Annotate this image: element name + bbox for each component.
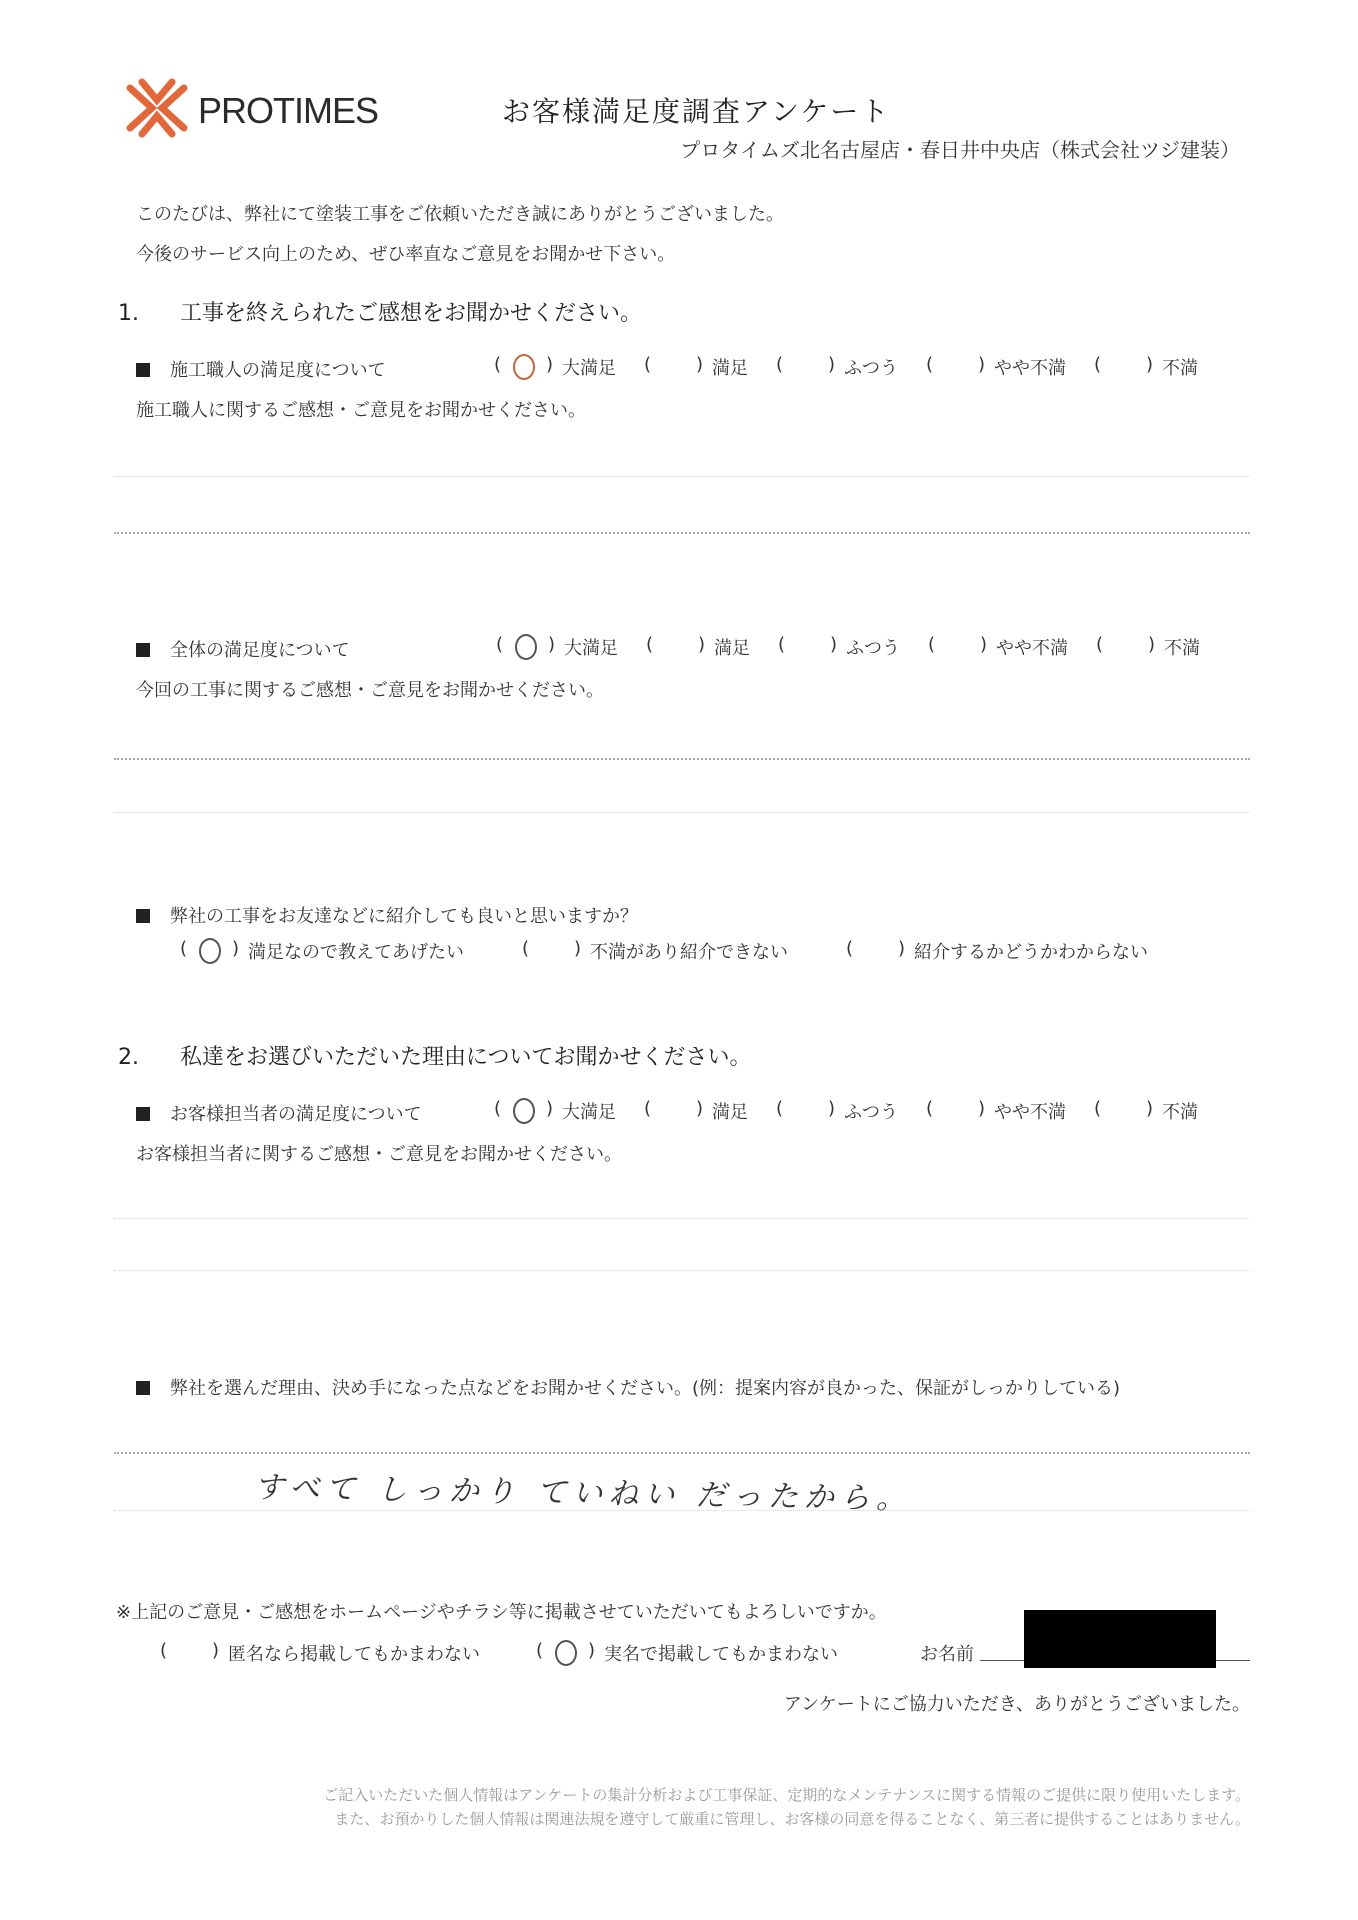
writing-line[interactable]	[114, 476, 1250, 477]
recommend-options	[180, 938, 1176, 964]
section-title: 私達をお選びいただいた理由についてお聞かせください。	[180, 1045, 752, 1070]
rating-option[interactable]: ( ) ふつう	[778, 634, 900, 659]
question-label: 施工職人の満足度について	[170, 360, 386, 381]
bullet-square-icon	[136, 1107, 150, 1121]
overall-rating-options	[496, 634, 1228, 660]
bullet-square-icon	[136, 363, 150, 377]
comment-prompt: 施工職人に関するご感想・ご意見をお聞かせください。	[136, 400, 586, 421]
recommend-option[interactable]: ( ) 紹介するかどうかわからない	[846, 938, 1148, 963]
thanks-message: アンケートにご協力いただき、ありがとうございました。	[783, 1694, 1250, 1715]
intro-line-1: このたびは、弊社にて塗装工事をご依頼いただき誠にありがとうございました。	[136, 204, 784, 225]
rating-option[interactable]: ( ) ふつう	[776, 354, 898, 379]
publish-question: ※上記のご意見・ご感想をホームページやチラシ等に掲載させていただいてもよろしいですか。	[116, 1602, 887, 1623]
writing-line[interactable]	[114, 1218, 1250, 1219]
rating-option[interactable]: ( ) やや不満	[926, 354, 1066, 379]
name-label: お名前	[920, 1644, 974, 1665]
rating-option[interactable]: ( ) 大満足	[494, 354, 616, 379]
circle-mark-icon	[513, 354, 535, 380]
writing-line[interactable]	[114, 1452, 1250, 1454]
question-staff-satisfaction	[136, 1100, 422, 1126]
comment-prompt: 今回の工事に関するご感想・ご意見をお聞かせください。	[136, 680, 604, 701]
question-label: 全体の満足度について	[170, 640, 350, 661]
question-recommend	[136, 902, 638, 928]
rating-option[interactable]: ( ) やや不満	[928, 634, 1068, 659]
rating-option[interactable]: ( ) 不満	[1096, 634, 1200, 659]
writing-line[interactable]	[114, 758, 1250, 760]
publish-options	[160, 1640, 866, 1666]
privacy-note-line-1: ご記入いただいた個人情報はアンケートの集計分析および工事保証、定期的なメンテナンスに関する情報のご提供に限り使用いたします。	[323, 1786, 1250, 1804]
staff-rating-options	[494, 1098, 1226, 1124]
rating-option[interactable]: ( ) 大満足	[494, 1098, 616, 1123]
comment-prompt: お客様担当者に関するご感想・ご意見をお聞かせください。	[136, 1144, 622, 1165]
question-label: 弊社の工事をお友達などに紹介しても良いと思いますか？	[170, 906, 638, 927]
redaction-box	[1024, 1610, 1216, 1668]
privacy-note-line-2: また、お預かりした個人情報は関連法規を遵守して厳重に管理し、お客様の同意を得ることなく、第三者に提供することはありません。	[334, 1810, 1250, 1828]
intro-line-2: 今後のサービス向上のため、ぜひ率直なご意見をお聞かせ下さい。	[136, 244, 676, 265]
protimes-logo-icon	[122, 78, 192, 138]
bullet-square-icon	[136, 643, 150, 657]
rating-option[interactable]: ( ) 満足	[646, 634, 750, 659]
question-overall-satisfaction	[136, 636, 350, 662]
circle-mark-icon	[555, 1640, 577, 1666]
bullet-square-icon	[136, 1381, 150, 1395]
rating-option[interactable]: ( ) 満足	[644, 1098, 748, 1123]
bullet-square-icon	[136, 909, 150, 923]
store-name: プロタイムズ北名古屋店・春日井中央店（株式会社ツジ建装）	[680, 138, 1240, 162]
rating-option[interactable]: ( ) 大満足	[496, 634, 618, 659]
craftsman-rating-options	[494, 354, 1226, 380]
section-number: 1.	[118, 301, 139, 326]
rating-option[interactable]: ( ) やや不満	[926, 1098, 1066, 1123]
recommend-option[interactable]: ( ) 不満があり紹介できない	[522, 938, 788, 963]
publish-option-anonymous[interactable]: ( ) 匿名なら掲載してもかまわない	[160, 1640, 480, 1665]
writing-line[interactable]	[114, 532, 1250, 534]
question-label: お客様担当者の満足度について	[170, 1104, 422, 1125]
circle-mark-icon	[515, 634, 537, 660]
section-number: 2.	[118, 1045, 139, 1070]
circle-mark-icon	[513, 1098, 535, 1124]
question-reason	[136, 1374, 1120, 1400]
brand-name: PROTIMES	[198, 90, 379, 131]
question-craftsman-satisfaction	[136, 356, 386, 382]
survey-title: お客様満足度調査アンケート	[502, 95, 891, 128]
rating-option[interactable]: ( ) 不満	[1094, 354, 1198, 379]
question-label: 弊社を選んだ理由、決め手になった点などをお聞かせください。(例：提案内容が良かった、保証がしっかりしている)	[170, 1378, 1121, 1399]
handwritten-answer: すべて しっかり ていねい だったから。	[253, 1470, 913, 1517]
recommend-option[interactable]: ( ) 満足なので教えてあげたい	[180, 938, 464, 963]
writing-line[interactable]	[114, 1270, 1250, 1271]
writing-line[interactable]	[114, 812, 1250, 813]
rating-option[interactable]: ( ) 満足	[644, 354, 748, 379]
section-title: 工事を終えられたご感想をお聞かせください。	[180, 301, 643, 326]
circle-mark-icon	[199, 938, 221, 964]
rating-option[interactable]: ( ) ふつう	[776, 1098, 898, 1123]
section-1-heading	[118, 296, 642, 327]
rating-option[interactable]: ( ) 不満	[1094, 1098, 1198, 1123]
publish-option-real-name[interactable]: ( ) 実名で掲載してもかまわない	[536, 1640, 838, 1665]
writing-line[interactable]	[114, 1510, 1250, 1511]
section-2-heading	[118, 1040, 752, 1071]
